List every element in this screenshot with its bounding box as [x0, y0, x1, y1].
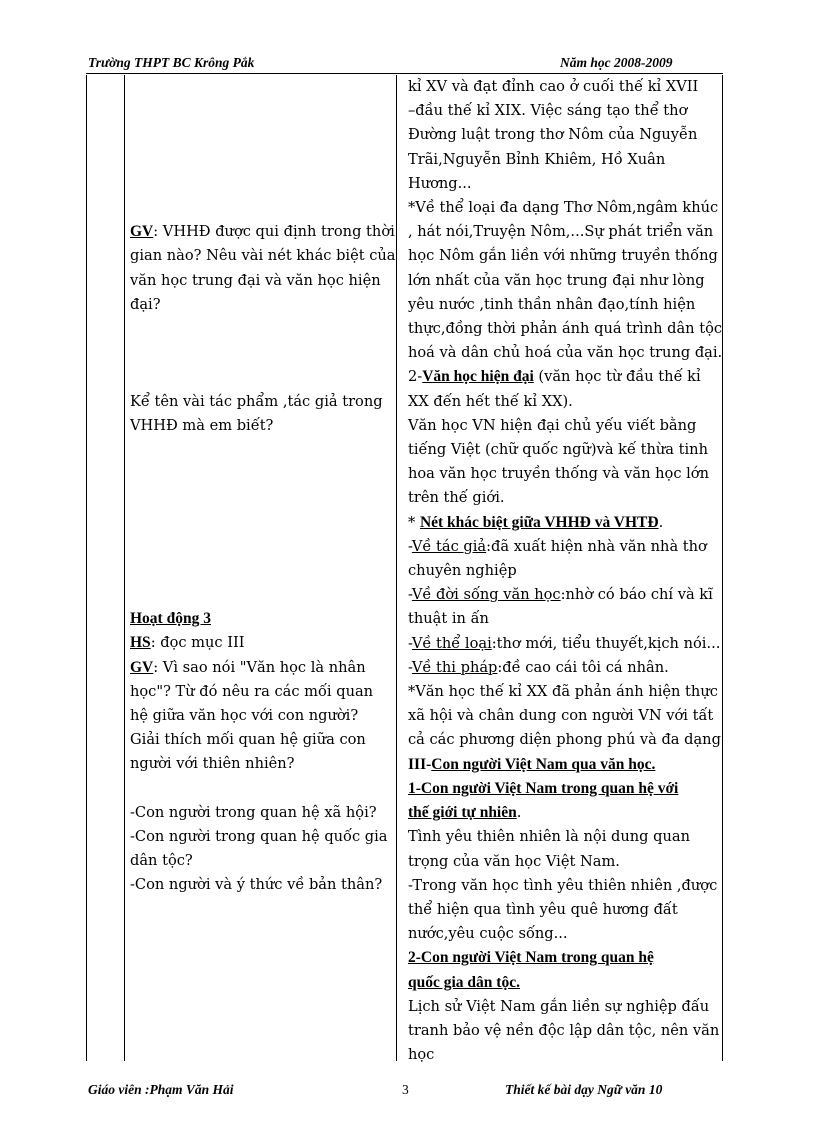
difference-poetics: -Về thi pháp:đề cao cái tôi cá nhân.	[408, 658, 669, 676]
gv-question-2-line: học"? Từ đó nêu ra các mối quan	[130, 682, 374, 700]
header-school: Trường THPT BC Krông Pắk	[88, 55, 255, 70]
content-line: hoa văn học truyền thống và văn học lớn	[408, 465, 709, 483]
footer-book-title: Thiết kế bài dạy Ngữ văn 10	[505, 1082, 663, 1097]
content-line: trọng của văn học Việt Nam.	[408, 852, 620, 870]
difference-literary-life: -Về đời sống văn học:nhờ có báo chí và kĩ	[408, 586, 713, 604]
content-line: chuyên nghiệp	[408, 562, 517, 580]
gv-question-2-line: hệ giữa văn học với con người?	[130, 707, 359, 725]
page-number: 3	[402, 1082, 409, 1097]
activity-3-heading: Hoạt động 3	[130, 610, 211, 628]
content-line: Hương...	[408, 174, 472, 192]
section-iii-heading: III-Con người Việt Nam qua văn học.	[408, 755, 656, 773]
gv-question-1-line: văn học trung đại và văn học hiện	[130, 271, 381, 289]
lesson-content-column	[408, 75, 723, 1067]
content-line: kỉ XV và đạt đỉnh cao ở cuối thế kỉ XVII	[408, 78, 699, 95]
gv-question-2-line: Giải thích mối quan hệ giữa con	[130, 731, 366, 749]
gv-label: GV	[130, 658, 154, 676]
hs-label: HS	[130, 634, 151, 652]
content-line: *Văn học thế kỉ XX đã phản ánh hiện thực	[408, 683, 718, 701]
content-line: thực,đồng thời phản ánh quá trình dân tộc	[408, 320, 723, 338]
content-line: trên thế giới.	[408, 489, 505, 507]
content-line: cả các phương diện phong phú và đa dạng	[408, 731, 721, 749]
table-border-left	[86, 75, 87, 1061]
gv-question-2-line: người với thiên nhiên?	[130, 755, 295, 773]
header-school-year: Năm học 2008-2009	[560, 55, 673, 70]
table-divider-2	[396, 75, 397, 1061]
subsection-2-heading: 2-Con người Việt Nam trong quan hệ	[408, 949, 654, 967]
content-line: thuật in ấn	[408, 610, 489, 628]
hs-instruction: HS: đọc mục III	[130, 634, 245, 652]
header-rule	[86, 73, 723, 74]
gv-question-2-line: GV: Vì sao nói "Văn học là nhân	[130, 658, 366, 676]
lesson-table	[86, 75, 723, 1064]
difference-genre: -Về thể loại:thơ mới, tiểu thuyết,kịch nói...	[408, 634, 721, 652]
content-line: yêu nước ,tinh thần nhân đạo,tính hiện	[408, 295, 696, 313]
content-line: học Nôm gắn liền với những truyền thống	[408, 247, 718, 265]
question-3-line: -Con người và ý thức về bản thân?	[130, 876, 383, 894]
gv-question-1-line: gian nào? Nêu vài nét khác biệt của	[130, 247, 396, 265]
gv-question-1-line: GV: VHHĐ được qui định trong thời	[130, 223, 395, 241]
content-line: , hát nói,Truyện Nôm,...Sự phát triển văn	[408, 223, 714, 241]
content-line: *Về thể loại đa dạng Thơ Nôm,ngâm khúc	[408, 199, 719, 217]
gv-question-1-line: đại?	[130, 295, 161, 313]
content-line: lớn nhất của văn học trung đại như lòng	[408, 271, 705, 289]
footer-teacher: Giáo viên :Phạm Văn Hải	[88, 1082, 234, 1097]
content-line: xã hội và chân dung con người VN với tất	[408, 707, 714, 725]
content-line: học	[408, 1046, 435, 1064]
content-line: nước,yêu cuộc sống...	[408, 925, 568, 943]
subsection-1-heading: 1-Con người Việt Nam trong quan hệ với	[408, 779, 679, 797]
question-3-line: -Con người trong quan hệ xã hội?	[130, 803, 377, 821]
differences-heading: * Nét khác biệt giữa VHHĐ và VHTĐ.	[408, 513, 664, 531]
section-modern-literature-heading: 2-Văn học hiện đại (văn học từ đầu thế kỉ	[408, 368, 701, 386]
subsection-2-heading: quốc gia dân tộc.	[408, 973, 520, 991]
content-line: Tình yêu thiên nhiên là nội dung quan	[408, 828, 690, 846]
content-line: tiếng Việt (chữ quốc ngữ)và kế thừa tinh	[408, 441, 708, 459]
content-line: Trãi,Nguyễn Bỉnh Khiêm, Hồ Xuân	[408, 150, 666, 168]
content-line: Đường luật trong thơ Nôm của Nguyễn	[408, 126, 698, 144]
teacher-activity-column	[130, 75, 394, 898]
content-line: hoá và dân chủ hoá của văn học trung đại.	[408, 344, 723, 362]
subsection-1-heading: thế giới tự nhiên.	[408, 804, 522, 822]
content-line: thể hiện qua tình yêu quê hương đất	[408, 900, 678, 918]
content-line: tranh bảo vệ nền độc lập dân tộc, nên văn	[408, 1021, 720, 1039]
table-border-right	[722, 75, 723, 1061]
content-line: –đầu thế kỉ XIX. Việc sáng tạo thể thơ	[408, 102, 688, 120]
table-divider-1	[124, 75, 125, 1061]
question-3-line: dân tộc?	[130, 852, 193, 870]
question-2-line: VHHĐ mà em biết?	[130, 416, 274, 434]
content-line: Văn học VN hiện đại chủ yếu viết bằng	[408, 416, 697, 434]
content-line: -Trong văn học tình yêu thiên nhiên ,được	[408, 876, 718, 894]
difference-author: -Về tác giả:đã xuất hiện nhà văn nhà thơ	[408, 537, 707, 555]
content-line: Lịch sử Việt Nam gắn liền sự nghiệp đấu	[408, 997, 710, 1015]
content-line: XX đến hết thế kỉ XX).	[408, 392, 573, 410]
gv-label: GV	[130, 223, 154, 241]
question-3-line: -Con người trong quan hệ quốc gia	[130, 828, 388, 846]
question-2-line: Kể tên vài tác phẩm ,tác giả trong	[130, 392, 383, 410]
